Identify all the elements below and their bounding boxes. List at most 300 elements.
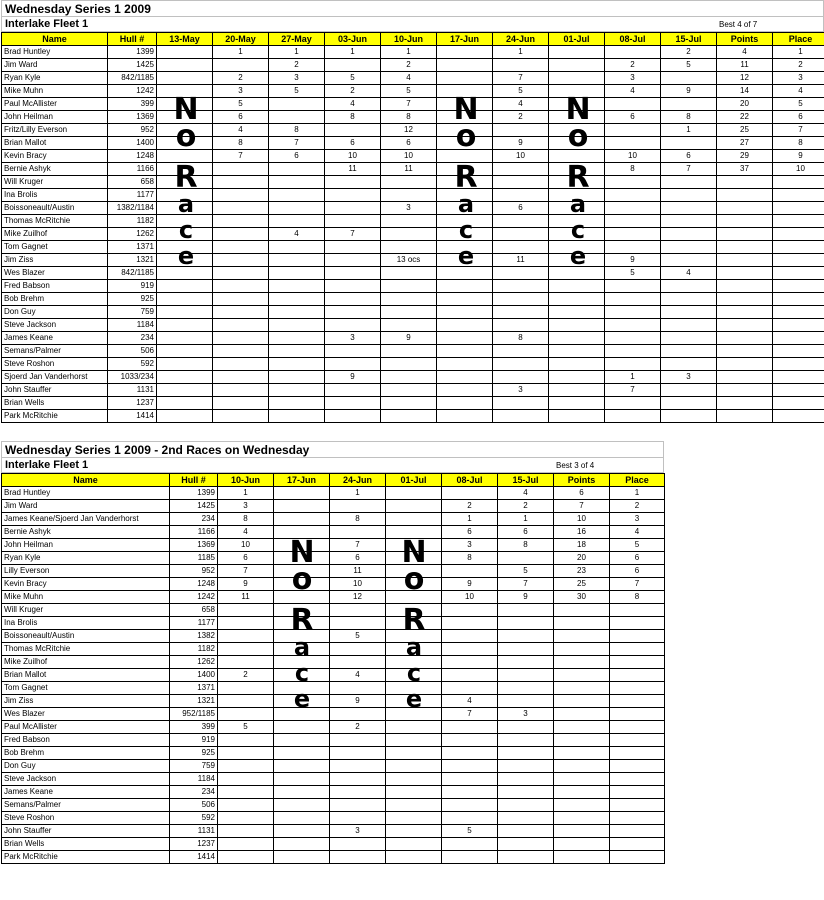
score-cell (717, 202, 773, 215)
score-cell (493, 410, 549, 423)
column-header: 03-Jun (325, 33, 381, 46)
column-header: Name (2, 33, 108, 46)
score-cell (274, 747, 330, 760)
score-cell (605, 293, 661, 306)
column-header: Hull # (108, 33, 157, 46)
score-cell: 4 (325, 98, 381, 111)
table-row (2, 617, 665, 630)
score-cell: 1 (605, 371, 661, 384)
score-cell: 10 (218, 539, 274, 552)
score-cell: 2 (661, 46, 717, 59)
score-cell (269, 241, 325, 254)
score-cell: 1 (661, 124, 717, 137)
sailor-name-cell: Ina Brolis (2, 189, 108, 202)
score-cell (498, 838, 554, 851)
score-cell (442, 487, 498, 500)
sailor-name-cell: Brad Huntley (2, 46, 108, 59)
hull-number-cell: 1382/1184 (108, 202, 157, 215)
score-cell (381, 358, 437, 371)
score-cell (773, 306, 824, 319)
table-row (2, 656, 665, 669)
score-cell (773, 371, 824, 384)
sailor-name-cell: Ina Brolis (2, 617, 170, 630)
score-cell (717, 345, 773, 358)
score-cell (661, 319, 717, 332)
score-cell (498, 721, 554, 734)
score-cell (554, 604, 610, 617)
hull-number-cell: 1184 (108, 319, 157, 332)
table-row (2, 150, 824, 163)
score-cell (605, 176, 661, 189)
score-cell (554, 617, 610, 630)
score-cell: 6 (381, 137, 437, 150)
score-cell (218, 812, 274, 825)
score-cell (269, 332, 325, 345)
score-cell (213, 371, 269, 384)
score-cell: 9 (493, 137, 549, 150)
score-cell (549, 384, 605, 397)
score-cell (437, 59, 493, 72)
score-cell (274, 526, 330, 539)
score-cell (274, 851, 330, 864)
score-cell: 8 (442, 552, 498, 565)
score-cell (269, 280, 325, 293)
score-cell (554, 851, 610, 864)
score-cell (554, 734, 610, 747)
score-cell: 37 (717, 163, 773, 176)
score-cell (330, 643, 386, 656)
column-header: 01-Jul (386, 474, 442, 487)
column-header: 15-Jul (498, 474, 554, 487)
score-cell (661, 176, 717, 189)
score-cell (269, 111, 325, 124)
sheet2-subtitle (1, 458, 664, 473)
score-cell (157, 267, 213, 280)
score-cell: 6 (554, 487, 610, 500)
score-cell: 7 (605, 384, 661, 397)
table-row (2, 643, 665, 656)
score-cell (381, 384, 437, 397)
sailor-name-cell: Sjoerd Jan Vanderhorst (2, 371, 108, 384)
score-cell (386, 487, 442, 500)
table-row (2, 163, 824, 176)
score-cell (213, 189, 269, 202)
score-cell (442, 643, 498, 656)
score-cell: 10 (442, 591, 498, 604)
score-cell (605, 215, 661, 228)
score-cell (330, 604, 386, 617)
score-cell (437, 202, 493, 215)
score-cell (274, 565, 330, 578)
score-cell: 10 (773, 163, 824, 176)
score-cell (442, 630, 498, 643)
score-cell (610, 799, 665, 812)
table-row (2, 254, 824, 267)
score-cell (605, 345, 661, 358)
hull-number-cell: 1369 (108, 111, 157, 124)
score-cell (498, 760, 554, 773)
sailor-name-cell: Bob Brehm (2, 293, 108, 306)
score-cell: 4 (498, 487, 554, 500)
hull-number-cell: 592 (108, 358, 157, 371)
score-cell (274, 578, 330, 591)
score-cell (498, 799, 554, 812)
score-cell (554, 838, 610, 851)
score-cell (330, 851, 386, 864)
score-cell (213, 202, 269, 215)
score-cell (549, 319, 605, 332)
score-cell (386, 539, 442, 552)
score-cell (386, 656, 442, 669)
sailor-name-cell: Steve Roshon (2, 358, 108, 371)
sailor-name-cell: Will Kruger (2, 176, 108, 189)
hull-number-cell: 1177 (170, 617, 218, 630)
score-cell: 11 (717, 59, 773, 72)
score-cell: 1 (498, 513, 554, 526)
score-cell: 25 (717, 124, 773, 137)
column-header: 24-Jun (493, 33, 549, 46)
score-cell (493, 163, 549, 176)
score-cell (157, 358, 213, 371)
score-cell (269, 267, 325, 280)
table-row (2, 306, 824, 319)
score-cell (325, 410, 381, 423)
score-cell: 8 (605, 163, 661, 176)
score-cell (274, 669, 330, 682)
score-cell (213, 267, 269, 280)
score-cell (773, 241, 824, 254)
score-cell (386, 838, 442, 851)
score-cell (610, 773, 665, 786)
score-cell: 5 (661, 59, 717, 72)
score-cell (157, 98, 213, 111)
score-cell (218, 747, 274, 760)
score-cell (493, 397, 549, 410)
hull-number-cell: 1177 (108, 189, 157, 202)
score-cell (330, 617, 386, 630)
score-cell (661, 215, 717, 228)
score-cell (437, 228, 493, 241)
score-cell: 2 (498, 500, 554, 513)
score-cell (554, 643, 610, 656)
score-cell (605, 410, 661, 423)
column-header: 24-Jun (330, 474, 386, 487)
score-cell (554, 630, 610, 643)
score-cell (717, 410, 773, 423)
score-cell (213, 254, 269, 267)
score-cell (773, 176, 824, 189)
score-cell (274, 695, 330, 708)
score-cell (330, 760, 386, 773)
score-cell (269, 384, 325, 397)
table-row (2, 539, 665, 552)
score-cell (717, 319, 773, 332)
score-cell (213, 358, 269, 371)
score-cell (437, 85, 493, 98)
score-cell (717, 241, 773, 254)
score-cell (218, 734, 274, 747)
score-cell (330, 526, 386, 539)
score-cell (437, 358, 493, 371)
hull-number-cell: 234 (170, 786, 218, 799)
score-cell: 3 (610, 513, 665, 526)
score-cell (498, 734, 554, 747)
score-cell (610, 617, 665, 630)
score-cell (554, 773, 610, 786)
score-cell (325, 202, 381, 215)
score-cell (437, 254, 493, 267)
table-row (2, 734, 665, 747)
hull-number-cell: 506 (170, 799, 218, 812)
score-cell (381, 280, 437, 293)
score-cell (493, 280, 549, 293)
score-cell (610, 721, 665, 734)
score-cell (610, 812, 665, 825)
score-cell (274, 799, 330, 812)
sailor-name-cell: Lilly Everson (2, 565, 170, 578)
score-cell: 1 (213, 46, 269, 59)
table-row (2, 812, 665, 825)
score-cell (157, 345, 213, 358)
table-row (2, 630, 665, 643)
sailor-name-cell: Jim Ward (2, 500, 170, 513)
score-cell: 3 (605, 72, 661, 85)
score-cell (773, 397, 824, 410)
score-cell (325, 345, 381, 358)
score-cell (381, 293, 437, 306)
score-cell (773, 189, 824, 202)
score-cell: 3 (498, 708, 554, 721)
hull-number-cell: 592 (170, 812, 218, 825)
score-cell: 7 (330, 539, 386, 552)
score-cell: 3 (330, 825, 386, 838)
score-cell (442, 851, 498, 864)
score-cell (213, 384, 269, 397)
sailor-name-cell: Semans/Palmer (2, 345, 108, 358)
score-cell: 6 (442, 526, 498, 539)
score-cell (386, 604, 442, 617)
score-cell: 5 (213, 98, 269, 111)
score-cell (218, 656, 274, 669)
score-cell (661, 306, 717, 319)
score-cell (157, 85, 213, 98)
score-cell (661, 345, 717, 358)
sheet2-container (1, 441, 664, 864)
sailor-name-cell: Fred Babson (2, 280, 108, 293)
table-row (2, 59, 824, 72)
sailor-name-cell: Ryan Kyle (2, 552, 170, 565)
table-row (2, 124, 824, 137)
hull-number-cell: 658 (108, 176, 157, 189)
hull-number-cell: 1237 (108, 397, 157, 410)
score-cell (717, 306, 773, 319)
score-cell (554, 760, 610, 773)
sailor-name-cell: Brian Mallot (2, 137, 108, 150)
score-cell (269, 345, 325, 358)
score-cell (386, 851, 442, 864)
score-cell: 5 (218, 721, 274, 734)
score-cell (437, 137, 493, 150)
score-cell (325, 215, 381, 228)
sailor-name-cell: John Heilman (2, 539, 170, 552)
score-cell (437, 163, 493, 176)
score-cell (493, 371, 549, 384)
score-cell: 6 (213, 111, 269, 124)
score-cell (218, 825, 274, 838)
score-cell (437, 176, 493, 189)
score-cell (213, 293, 269, 306)
score-cell (549, 124, 605, 137)
score-cell (386, 578, 442, 591)
score-cell: 4 (717, 46, 773, 59)
table-row (2, 319, 824, 332)
sailor-name-cell: James Keane (2, 786, 170, 799)
score-cell (442, 747, 498, 760)
score-cell (437, 98, 493, 111)
score-cell (717, 228, 773, 241)
column-header: 27-May (269, 33, 325, 46)
table-row (2, 695, 665, 708)
score-cell (213, 176, 269, 189)
score-cell (157, 124, 213, 137)
hull-number-cell: 1414 (170, 851, 218, 864)
score-cell (381, 371, 437, 384)
score-cell: 6 (610, 552, 665, 565)
score-cell (330, 747, 386, 760)
score-cell (218, 773, 274, 786)
score-cell: 9 (442, 578, 498, 591)
score-cell (554, 669, 610, 682)
score-cell (437, 332, 493, 345)
hull-number-cell: 925 (108, 293, 157, 306)
score-cell: 12 (330, 591, 386, 604)
score-cell: 3 (218, 500, 274, 513)
sailor-name-cell: Park McRitchie (2, 410, 108, 423)
score-cell: 10 (554, 513, 610, 526)
score-cell: 3 (381, 202, 437, 215)
sheet2-no-race-01jul: N o R a c e (401, 535, 427, 713)
score-cell (386, 513, 442, 526)
table-row (2, 345, 824, 358)
score-cell: 12 (381, 124, 437, 137)
score-cell (773, 202, 824, 215)
score-cell (717, 371, 773, 384)
table-row (2, 838, 665, 851)
table-row (2, 189, 824, 202)
score-cell: 5 (381, 85, 437, 98)
score-cell (549, 358, 605, 371)
score-cell (157, 189, 213, 202)
score-cell (610, 708, 665, 721)
score-cell (661, 98, 717, 111)
score-cell: 5 (610, 539, 665, 552)
sailor-name-cell: Mike Zuilhof (2, 228, 108, 241)
score-cell: 2 (269, 59, 325, 72)
score-cell: 4 (610, 526, 665, 539)
score-cell (717, 267, 773, 280)
score-cell (661, 397, 717, 410)
hull-number-cell: 1369 (170, 539, 218, 552)
score-cell: 3 (442, 539, 498, 552)
score-cell (386, 617, 442, 630)
score-cell (274, 773, 330, 786)
score-cell (218, 695, 274, 708)
score-cell (610, 669, 665, 682)
score-cell (157, 410, 213, 423)
score-cell (442, 669, 498, 682)
score-cell (773, 293, 824, 306)
hull-number-cell: 952/1185 (170, 708, 218, 721)
score-cell (213, 163, 269, 176)
score-cell (218, 617, 274, 630)
score-cell (605, 124, 661, 137)
score-cell (274, 500, 330, 513)
score-cell (549, 98, 605, 111)
hull-number-cell: 1033/234 (108, 371, 157, 384)
score-cell: 8 (498, 539, 554, 552)
score-cell (717, 254, 773, 267)
sheet2-subtitle-text: Interlake Fleet 1 (5, 459, 89, 471)
table-row (2, 513, 665, 526)
table-row (2, 773, 665, 786)
score-cell (218, 760, 274, 773)
score-cell (381, 345, 437, 358)
score-cell (269, 371, 325, 384)
score-cell (386, 695, 442, 708)
score-cell (437, 111, 493, 124)
score-cell (554, 721, 610, 734)
score-cell: 10 (330, 578, 386, 591)
score-cell (325, 319, 381, 332)
sailor-name-cell: Steve Jackson (2, 773, 170, 786)
table-row (2, 241, 824, 254)
score-cell (549, 111, 605, 124)
score-cell (386, 565, 442, 578)
score-cell: 8 (218, 513, 274, 526)
table-row (2, 552, 665, 565)
score-cell (717, 384, 773, 397)
score-cell (274, 643, 330, 656)
score-cell (498, 695, 554, 708)
score-cell (773, 358, 824, 371)
score-cell: 2 (610, 500, 665, 513)
score-cell: 2 (605, 59, 661, 72)
sheet2-title: Wednesday Series 1 2009 - 2nd Races on Wednesday (1, 441, 664, 458)
score-cell (773, 384, 824, 397)
sailor-name-cell: Wes Blazer (2, 708, 170, 721)
table-row (2, 708, 665, 721)
column-header: Points (554, 474, 610, 487)
hull-number-cell: 1248 (108, 150, 157, 163)
score-cell (381, 241, 437, 254)
score-cell: 20 (717, 98, 773, 111)
score-cell (325, 267, 381, 280)
sheet1-no-race-17jun: N o R a c e (453, 92, 479, 270)
sailor-name-cell: Will Kruger (2, 604, 170, 617)
score-cell (549, 85, 605, 98)
score-cell: 1 (325, 46, 381, 59)
sailor-name-cell: Fred Babson (2, 734, 170, 747)
score-cell (213, 319, 269, 332)
score-cell (549, 163, 605, 176)
table-row (2, 397, 824, 410)
score-cell (554, 656, 610, 669)
score-cell (274, 552, 330, 565)
score-cell (157, 228, 213, 241)
score-cell (437, 306, 493, 319)
score-cell: 6 (218, 552, 274, 565)
sheet1-subtitle (1, 17, 824, 32)
